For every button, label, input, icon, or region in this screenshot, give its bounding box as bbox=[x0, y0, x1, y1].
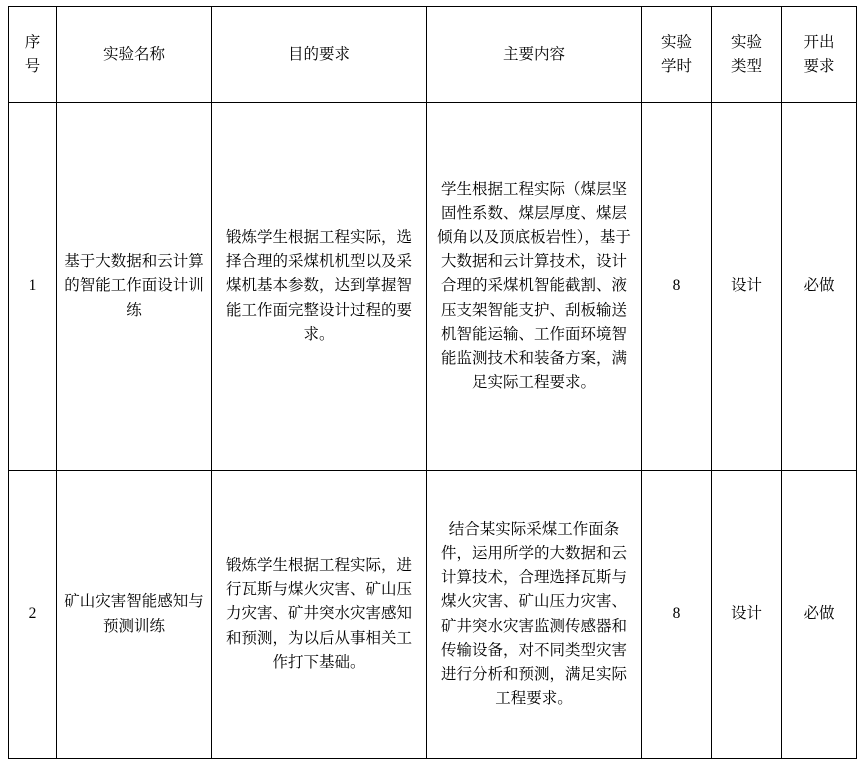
experiment-table bbox=[8, 6, 857, 759]
row-2-content: 结合某实际采煤工作面条件，运用所学的大数据和云计算技术，合理选择瓦斯与煤火灾害、矿山压力灾害、矿井突水灾害监测传感器和传输设备，对不同类型灾害进行分析和预测，满足实际工程要求。 bbox=[427, 471, 642, 759]
header-type-line-1: 实验 bbox=[730, 34, 762, 52]
header-cell-hours bbox=[642, 7, 712, 103]
header-req-line-2: 要求 bbox=[803, 57, 835, 75]
row-2-req: 必做 bbox=[782, 471, 857, 759]
table-row bbox=[9, 471, 857, 759]
row-1-req: 必做 bbox=[782, 103, 857, 471]
table-row bbox=[9, 103, 857, 471]
header-row bbox=[9, 7, 857, 103]
header-no-line-2: 号 bbox=[24, 57, 41, 75]
row-1-name: 基于大数据和云计算的智能工作面设计训练 bbox=[57, 103, 212, 471]
row-2-type: 设计 bbox=[712, 471, 782, 759]
row-1-type: 设计 bbox=[712, 103, 782, 471]
row-1-content: 学生根据工程实际（煤层坚固性系数、煤层厚度、煤层倾角以及顶底板岩性），基于大数据和云计算技术，设计合理的采煤机智能截割、液压支架智能支护、刮板输送机智能运输、工作面环境智能监测技术和装备方案，满足实际工程要求。 bbox=[427, 103, 642, 471]
row-2-name: 矿山灾害智能感知与预测训练 bbox=[57, 471, 212, 759]
row-1-hours: 8 bbox=[642, 103, 712, 471]
header-cell-purpose bbox=[212, 7, 427, 103]
row-1-purpose: 锻炼学生根据工程实际，选择合理的采煤机机型以及采煤机基本参数，达到掌握智能工作面完整设计过程的要求。 bbox=[212, 103, 427, 471]
header-cell-content bbox=[427, 7, 642, 103]
header-type-line-2: 类型 bbox=[730, 57, 762, 75]
header-hours-line-1: 实验 bbox=[660, 34, 692, 52]
header-content-line-1: 主要内容 bbox=[502, 45, 565, 63]
header-no-line-1: 序 bbox=[24, 34, 41, 52]
header-hours-line-2: 学时 bbox=[660, 57, 692, 75]
header-cell-type bbox=[712, 7, 782, 103]
header-req-line-1: 开出 bbox=[803, 34, 835, 52]
row-2-no: 2 bbox=[9, 471, 57, 759]
row-2-purpose: 锻炼学生根据工程实际，进行瓦斯与煤火灾害、矿山压力灾害、矿井突水灾害感知和预测，为以后从事相关工作打下基础。 bbox=[212, 471, 427, 759]
header-cell-no bbox=[9, 7, 57, 103]
row-2-hours: 8 bbox=[642, 471, 712, 759]
header-cell-req bbox=[782, 7, 857, 103]
header-name-line-1: 实验名称 bbox=[102, 45, 165, 63]
header-cell-name bbox=[57, 7, 212, 103]
header-purpose-line-1: 目的要求 bbox=[287, 45, 350, 63]
row-1-no: 1 bbox=[9, 103, 57, 471]
table-body bbox=[9, 103, 857, 759]
table-header bbox=[9, 7, 857, 103]
